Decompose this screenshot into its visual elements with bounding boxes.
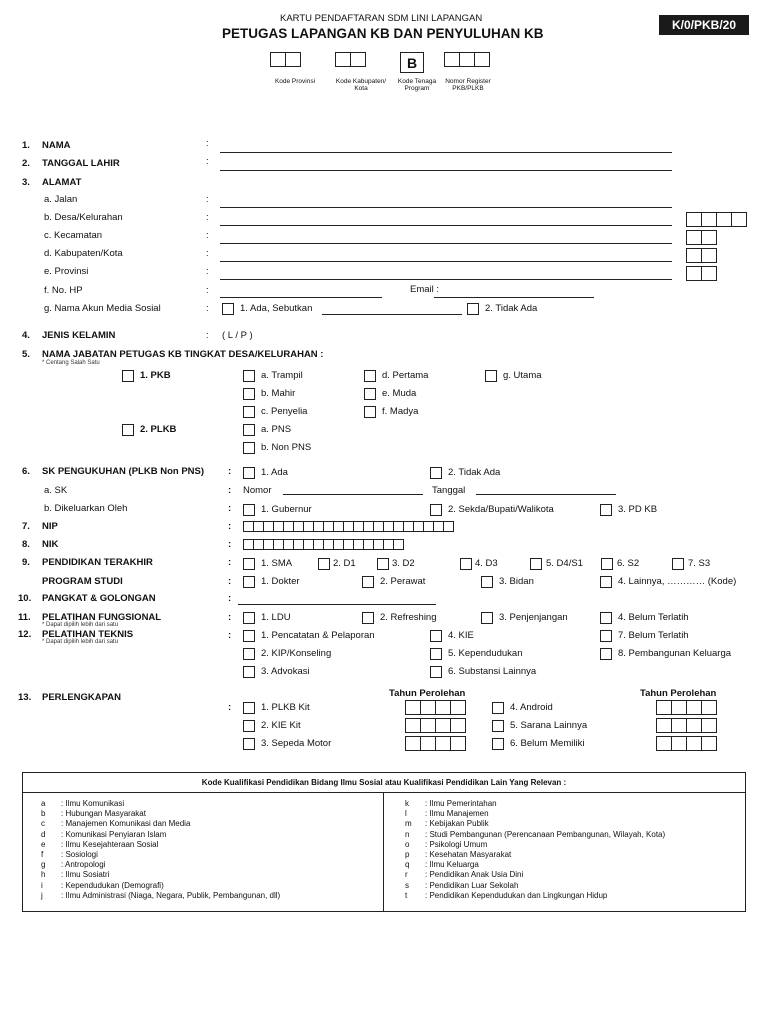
- legend-item-code: c: [41, 819, 45, 829]
- legend-item-code: d: [41, 829, 46, 839]
- legend-item-label: : Manajemen Komunikasi dan Media: [61, 819, 191, 829]
- legend-item-code: m: [405, 819, 412, 829]
- label-gubernur: 1. Gubernur: [261, 504, 312, 515]
- label-pkb-f: f. Madya: [382, 406, 419, 417]
- colon: :: [206, 138, 209, 149]
- legend-item: [41, 881, 280, 891]
- checkbox-ldu[interactable]: [243, 612, 255, 624]
- label-kabupaten: d. Kabupaten/Kota: [44, 248, 123, 259]
- note-teknis: * Dapat dipilih lebih dari satu: [42, 639, 119, 645]
- input-nama[interactable]: [220, 152, 672, 153]
- legend-item-code: i: [41, 880, 43, 890]
- label-plkb-b: b. Non PNS: [261, 442, 312, 453]
- checkbox-medsos-ada[interactable]: [222, 303, 234, 315]
- input-provinsi[interactable]: [220, 279, 672, 280]
- num-3: 3.: [22, 177, 30, 188]
- label-perlengkapan: PERLENGKAPAN: [42, 692, 121, 703]
- checkbox-bidan[interactable]: [481, 576, 493, 588]
- legend-item: [405, 891, 665, 901]
- colon: :: [206, 303, 209, 314]
- legend-item-label: : Ilmu Administrasi (Niaga, Negara, Publik, Pembangunan, dll): [61, 890, 281, 900]
- colon: :: [228, 630, 232, 641]
- num-13: 13.: [18, 692, 32, 703]
- label-pencatatan: 1. Pencatatan & Pelaporan: [261, 630, 375, 641]
- label-nama: NAMA: [42, 140, 71, 151]
- label-pkb: 1. PKB: [140, 370, 171, 381]
- input-kabupaten[interactable]: [220, 261, 672, 262]
- label-medsos-ada: 1. Ada, Sebutkan: [240, 303, 313, 314]
- legend-item: [41, 819, 280, 829]
- colon: :: [228, 557, 232, 568]
- colon: :: [206, 212, 209, 223]
- checkbox-plkb[interactable]: [122, 424, 134, 436]
- legend-item: [405, 840, 665, 850]
- prov-code-boxes[interactable]: [686, 266, 716, 281]
- kode-kualifikasi-legend: [22, 772, 746, 912]
- legend-divider: [383, 793, 384, 911]
- checkbox-d3[interactable]: [460, 558, 472, 570]
- register-code-boxes[interactable]: [270, 52, 300, 67]
- legend-item-label: : Sosiologi: [61, 850, 98, 860]
- checkbox-sk-tidak[interactable]: [430, 467, 442, 479]
- colon: :: [228, 521, 232, 532]
- checkbox-sepeda-motor[interactable]: [243, 738, 255, 750]
- label-s3: 7. S3: [688, 558, 711, 569]
- nik-boxes[interactable]: [243, 539, 403, 550]
- num-8: 8.: [22, 539, 30, 550]
- label-sarana-lainnya: 5. Sarana Lainnya: [510, 720, 588, 731]
- label-bidan: 3. Bidan: [499, 576, 534, 587]
- checkbox-pkb-e[interactable]: [364, 388, 376, 400]
- label-no-hp: f. No. HP: [44, 285, 83, 296]
- input-no-hp[interactable]: [220, 297, 382, 298]
- kec-code-boxes[interactable]: [686, 230, 716, 245]
- checkbox-kependudukan[interactable]: [430, 648, 442, 660]
- label-nik: NIK: [42, 539, 59, 550]
- label-refreshing: 2. Refreshing: [380, 612, 437, 623]
- num-6: 6.: [22, 466, 30, 477]
- jenis-kelamin-value[interactable]: ( L / P ): [222, 330, 253, 341]
- checkbox-android[interactable]: [492, 702, 504, 714]
- label-sepeda-motor: 3. Sepeda Motor: [261, 738, 332, 749]
- legend-item-label: : Kebijakan Publik: [425, 819, 489, 829]
- colon: :: [206, 156, 209, 167]
- legend-item-label: : Pendidikan Anak Usia Dini: [425, 870, 524, 880]
- colon: :: [206, 266, 209, 277]
- legend-item-label: : Ilmu Komunikasi: [61, 799, 125, 808]
- label-nomor: Nomor: [243, 485, 272, 496]
- legend-item: [405, 860, 665, 870]
- legend-item: [41, 891, 280, 901]
- colon: :: [228, 466, 232, 477]
- colon: :: [206, 330, 209, 341]
- label-nama-jabatan: NAMA JABATAN PETUGAS KB TINGKAT DESA/KELURAHAN :: [42, 349, 324, 360]
- legend-item: [41, 809, 280, 819]
- label-alamat: ALAMAT: [42, 177, 82, 188]
- legend-item: [405, 830, 665, 840]
- label-sk-tidak: 2. Tidak Ada: [448, 467, 501, 478]
- input-kecamatan[interactable]: [220, 243, 672, 244]
- checkbox-pkb-a[interactable]: [243, 370, 255, 382]
- tahun-belum-boxes[interactable]: [656, 736, 716, 751]
- checkbox-plkb-b[interactable]: [243, 442, 255, 454]
- input-sk-nomor[interactable]: [283, 494, 423, 495]
- label-plkb-a: a. PNS: [261, 424, 292, 435]
- legend-item: [405, 870, 665, 880]
- legend-left-column: [41, 799, 280, 901]
- label-pelatihan-fungsional: PELATIHAN FUNGSIONAL: [42, 612, 162, 623]
- tahun-android-boxes[interactable]: [656, 700, 716, 715]
- label-tanggal: Tanggal: [432, 485, 466, 496]
- label-pembangunan: 8. Pembangunan Keluarga: [618, 648, 732, 659]
- label-kependudukan: 5. Kependudukan: [448, 648, 523, 659]
- checkbox-plkb-a[interactable]: [243, 424, 255, 436]
- label-medsos-tidak: 2. Tidak Ada: [485, 303, 538, 314]
- legend-item-label: : Ilmu Manajemen: [425, 809, 489, 819]
- input-sk-tanggal[interactable]: [476, 494, 616, 495]
- input-jalan[interactable]: [220, 207, 672, 208]
- checkbox-pembangunan[interactable]: [600, 648, 612, 660]
- colon: :: [228, 503, 232, 514]
- legend-item-code: q: [405, 860, 410, 870]
- label-d1: 2. D1: [333, 558, 356, 569]
- checkbox-s3[interactable]: [672, 558, 684, 570]
- label-d3: 4. D3: [475, 558, 498, 569]
- legend-item-code: s: [405, 880, 409, 890]
- colon: :: [206, 285, 209, 296]
- label-medsos: g. Nama Akun Media Sosial: [44, 303, 161, 314]
- form-title: PETUGAS LAPANGAN KB DAN PENYULUHAN KB: [222, 26, 544, 41]
- label-belum-memiliki: 6. Belum Memiliki: [510, 738, 585, 749]
- label-pkb-g: g. Utama: [503, 370, 542, 381]
- colon: :: [228, 485, 232, 496]
- legend-item: [405, 809, 665, 819]
- checkbox-refreshing[interactable]: [362, 612, 374, 624]
- label-kie-kit: 2. KIE Kit: [261, 720, 301, 731]
- checkbox-penjenjangan[interactable]: [481, 612, 493, 624]
- legend-item: [41, 799, 280, 809]
- label-pdkb: 3. PD KB: [618, 504, 658, 515]
- tenaga-code-box: B: [400, 52, 424, 73]
- checkbox-d1[interactable]: [318, 558, 330, 570]
- legend-item-label: : Ilmu Kesejahteraan Sosial: [61, 839, 159, 849]
- label-tahun-perolehan-2: Tahun Perolehan: [640, 688, 717, 699]
- note-centang: * Centang Salah Satu: [42, 360, 100, 366]
- nomor-register-boxes[interactable]: [444, 52, 489, 67]
- legend-item: [41, 870, 280, 880]
- num-10: 10.: [18, 593, 32, 604]
- checkbox-gubernur[interactable]: [243, 504, 255, 516]
- checkbox-dokter[interactable]: [243, 576, 255, 588]
- checkbox-pkb-b[interactable]: [243, 388, 255, 400]
- legend-item-label: : Ilmu Keluarga: [425, 860, 479, 870]
- colon: :: [206, 194, 209, 205]
- checkbox-substansi[interactable]: [430, 666, 442, 678]
- label-s2: 6. S2: [617, 558, 640, 569]
- label-pkb-b: b. Mahir: [261, 388, 296, 399]
- colon: :: [228, 612, 232, 623]
- colon: :: [228, 539, 232, 550]
- legend-item-code: g: [41, 860, 46, 870]
- checkbox-belum-terlatih-t[interactable]: [600, 630, 612, 642]
- legend-item: [41, 830, 280, 840]
- checkbox-pkb[interactable]: [122, 370, 134, 382]
- legend-title: Kode Kualifikasi Pendidikan Bidang Ilmu Sosial atau Kualifikasi Pendidikan Lain Yang Relevan :: [23, 773, 745, 793]
- colon: :: [228, 576, 232, 587]
- colon: :: [206, 230, 209, 241]
- checkbox-pkb-c[interactable]: [243, 406, 255, 418]
- label-jalan: a. Jalan: [44, 194, 78, 205]
- label-sekda: 2. Sekda/Bupati/Walikota: [448, 504, 554, 515]
- label-belum-terlatih-t: 7. Belum Terlatih: [618, 630, 689, 641]
- label-pkb-d: d. Pertama: [382, 370, 429, 381]
- label-plkb-kit: 1. PLKB Kit: [261, 702, 310, 713]
- colon: :: [228, 593, 232, 604]
- form-code-badge: K/0/PKB/20: [659, 15, 749, 35]
- legend-item-code: k: [405, 799, 409, 808]
- legend-item-label: : Studi Pembangunan (Perencanaan Pembangunan, Wilayah, Kota): [425, 829, 666, 839]
- label-pkb-e: e. Muda: [382, 388, 417, 399]
- checkbox-plkb-kit[interactable]: [243, 702, 255, 714]
- legend-item-label: : Hubungan Masyarakat: [61, 809, 146, 819]
- label-pkb-c: c. Penyelia: [261, 406, 308, 417]
- checkbox-d4s1[interactable]: [530, 558, 542, 570]
- label-desa: b. Desa/Kelurahan: [44, 212, 123, 223]
- legend-item: [405, 799, 665, 809]
- kab-code-boxes-2[interactable]: [686, 248, 716, 263]
- checkbox-pkb-f[interactable]: [364, 406, 376, 418]
- legend-item-label: : Antropologi: [61, 860, 106, 870]
- num-1: 1.: [22, 140, 30, 151]
- label-pkb-a: a. Trampil: [261, 370, 303, 381]
- label-pangkat: PANGKAT & GOLONGAN: [42, 593, 156, 604]
- label-lainnya: 4. Lainnya, ………… (Kode): [618, 576, 737, 587]
- legend-item-label: : Ilmu Pemerintahan: [425, 799, 497, 808]
- input-email[interactable]: [434, 297, 594, 298]
- legend-item-code: o: [405, 839, 410, 849]
- checkbox-pencatatan[interactable]: [243, 630, 255, 642]
- checkbox-perawat[interactable]: [362, 576, 374, 588]
- label-kode-tenaga: Kode Tenaga Program: [397, 78, 437, 92]
- legend-item-label: : Psikologi Umum: [425, 839, 488, 849]
- colon: :: [228, 702, 232, 713]
- colon: :: [206, 248, 209, 259]
- checkbox-pkb-g[interactable]: [485, 370, 497, 382]
- label-pelatihan-teknis: PELATIHAN TEKNIS: [42, 629, 134, 640]
- legend-item-code: n: [405, 829, 410, 839]
- num-5: 5.: [22, 349, 30, 360]
- num-11: 11.: [18, 612, 31, 623]
- legend-item-code: b: [41, 809, 46, 819]
- label-ldu: 1. LDU: [261, 612, 291, 623]
- checkbox-kip[interactable]: [243, 648, 255, 660]
- label-d4s1: 5. D4/S1: [546, 558, 583, 569]
- tahun-kie-kit-boxes[interactable]: [405, 718, 465, 733]
- label-tahun-perolehan-1: Tahun Perolehan: [389, 688, 466, 699]
- legend-item-label: : Pendidikan Luar Sekolah: [425, 880, 519, 890]
- legend-item: [41, 860, 280, 870]
- legend-item-code: f: [41, 850, 44, 860]
- legend-item: [405, 850, 665, 860]
- input-medsos[interactable]: [322, 314, 462, 315]
- label-sma: 1. SMA: [261, 558, 293, 569]
- checkbox-belum-terlatih-f[interactable]: [600, 612, 612, 624]
- legend-item-code: a: [41, 799, 46, 808]
- label-sk: a. SK: [44, 485, 68, 496]
- input-pangkat[interactable]: [238, 604, 436, 605]
- num-4: 4.: [22, 330, 30, 341]
- checkbox-belum-memiliki[interactable]: [492, 738, 504, 750]
- label-substansi: 6. Substansi Lainnya: [448, 666, 537, 677]
- legend-right-column: [405, 799, 665, 901]
- kab-code-boxes[interactable]: [335, 52, 365, 67]
- checkbox-sarana-lainnya[interactable]: [492, 720, 504, 732]
- num-12: 12.: [18, 629, 32, 640]
- legend-item: [41, 840, 280, 850]
- label-sk-pengukuhan: SK PENGUKUHAN (PLKB Non PNS): [42, 466, 205, 477]
- label-advokasi: 3. Advokasi: [261, 666, 310, 677]
- label-dokter: 1. Dokter: [261, 576, 300, 587]
- legend-item: [41, 850, 280, 860]
- label-kecamatan: c. Kecamatan: [44, 230, 103, 241]
- legend-item-label: : Kesehatan Masyarakat: [425, 850, 512, 860]
- checkbox-kie[interactable]: [430, 630, 442, 642]
- checkbox-d2[interactable]: [377, 558, 389, 570]
- label-dikeluarkan: b. Dikeluarkan Oleh: [44, 503, 128, 514]
- checkbox-sekda[interactable]: [430, 504, 442, 516]
- checkbox-sk-ada[interactable]: [243, 467, 255, 479]
- legend-item: [405, 819, 665, 829]
- label-plkb: 2. PLKB: [140, 424, 177, 435]
- checkbox-pdkb[interactable]: [600, 504, 612, 516]
- checkbox-sma[interactable]: [243, 558, 255, 570]
- label-tanggal-lahir: TANGGAL LAHIR: [42, 158, 120, 169]
- label-d2: 3. D2: [392, 558, 415, 569]
- label-kie: 4. KIE: [448, 630, 474, 641]
- legend-item-label: : Pendidikan Kependudukan dan Lingkungan Hidup: [425, 890, 608, 900]
- legend-item: [405, 881, 665, 891]
- legend-item-label: : Ilmu Sosiatri: [61, 870, 110, 880]
- legend-item-label: : Komunikasi Penyiaran Islam: [61, 829, 167, 839]
- label-provinsi: e. Provinsi: [44, 266, 89, 277]
- label-nip: NIP: [42, 521, 58, 532]
- legend-item-label: : Kependudukan (Demografi): [61, 880, 164, 890]
- label-belum-terlatih-f: 4. Belum Terlatih: [618, 612, 689, 623]
- label-kode-kab: Kode Kabupaten/ Kota: [335, 78, 387, 92]
- input-desa[interactable]: [220, 225, 672, 226]
- label-jenis-kelamin: JENIS KELAMIN: [42, 330, 116, 341]
- legend-item-code: l: [405, 809, 407, 819]
- legend-item-code: t: [405, 890, 408, 900]
- num-7: 7.: [22, 521, 30, 532]
- form-subtitle: KARTU PENDAFTARAN SDM LINI LAPANGAN: [280, 13, 483, 24]
- label-sk-ada: 1. Ada: [261, 467, 288, 478]
- label-program-studi: PROGRAM STUDI: [42, 576, 123, 587]
- checkbox-lainnya[interactable]: [600, 576, 612, 588]
- legend-item-code: e: [41, 839, 46, 849]
- tahun-motor-boxes[interactable]: [405, 736, 465, 751]
- label-nomor-register: Nomor Register PKB/PLKB: [445, 78, 491, 92]
- checkbox-medsos-tidak[interactable]: [467, 303, 479, 315]
- nip-boxes[interactable]: [243, 521, 453, 532]
- label-penjenjangan: 3. Penjenjangan: [499, 612, 568, 623]
- label-kip: 2. KIP/Konseling: [261, 648, 332, 659]
- legend-item-code: j: [41, 890, 43, 900]
- legend-item-code: h: [41, 870, 46, 880]
- num-9: 9.: [22, 557, 30, 568]
- legend-item-code: p: [405, 850, 410, 860]
- label-android: 4. Android: [510, 702, 553, 713]
- label-email: Email :: [410, 284, 440, 295]
- num-2: 2.: [22, 158, 30, 169]
- tahun-plkb-kit-boxes[interactable]: [405, 700, 465, 715]
- checkbox-kie-kit[interactable]: [243, 720, 255, 732]
- legend-item-code: r: [405, 870, 408, 880]
- checkbox-pkb-d[interactable]: [364, 370, 376, 382]
- checkbox-s2[interactable]: [601, 558, 613, 570]
- checkbox-advokasi[interactable]: [243, 666, 255, 678]
- tahun-sarana-boxes[interactable]: [656, 718, 716, 733]
- desa-code-boxes[interactable]: [686, 212, 746, 227]
- label-pendidikan: PENDIDIKAN TERAKHIR: [42, 557, 153, 568]
- note-fungsional: * Dapat dipilih lebih dari satu: [42, 622, 119, 628]
- input-tanggal-lahir[interactable]: [220, 170, 672, 171]
- label-perawat: 2. Perawat: [380, 576, 426, 587]
- label-kode-provinsi: Kode Provinsi: [274, 78, 316, 85]
